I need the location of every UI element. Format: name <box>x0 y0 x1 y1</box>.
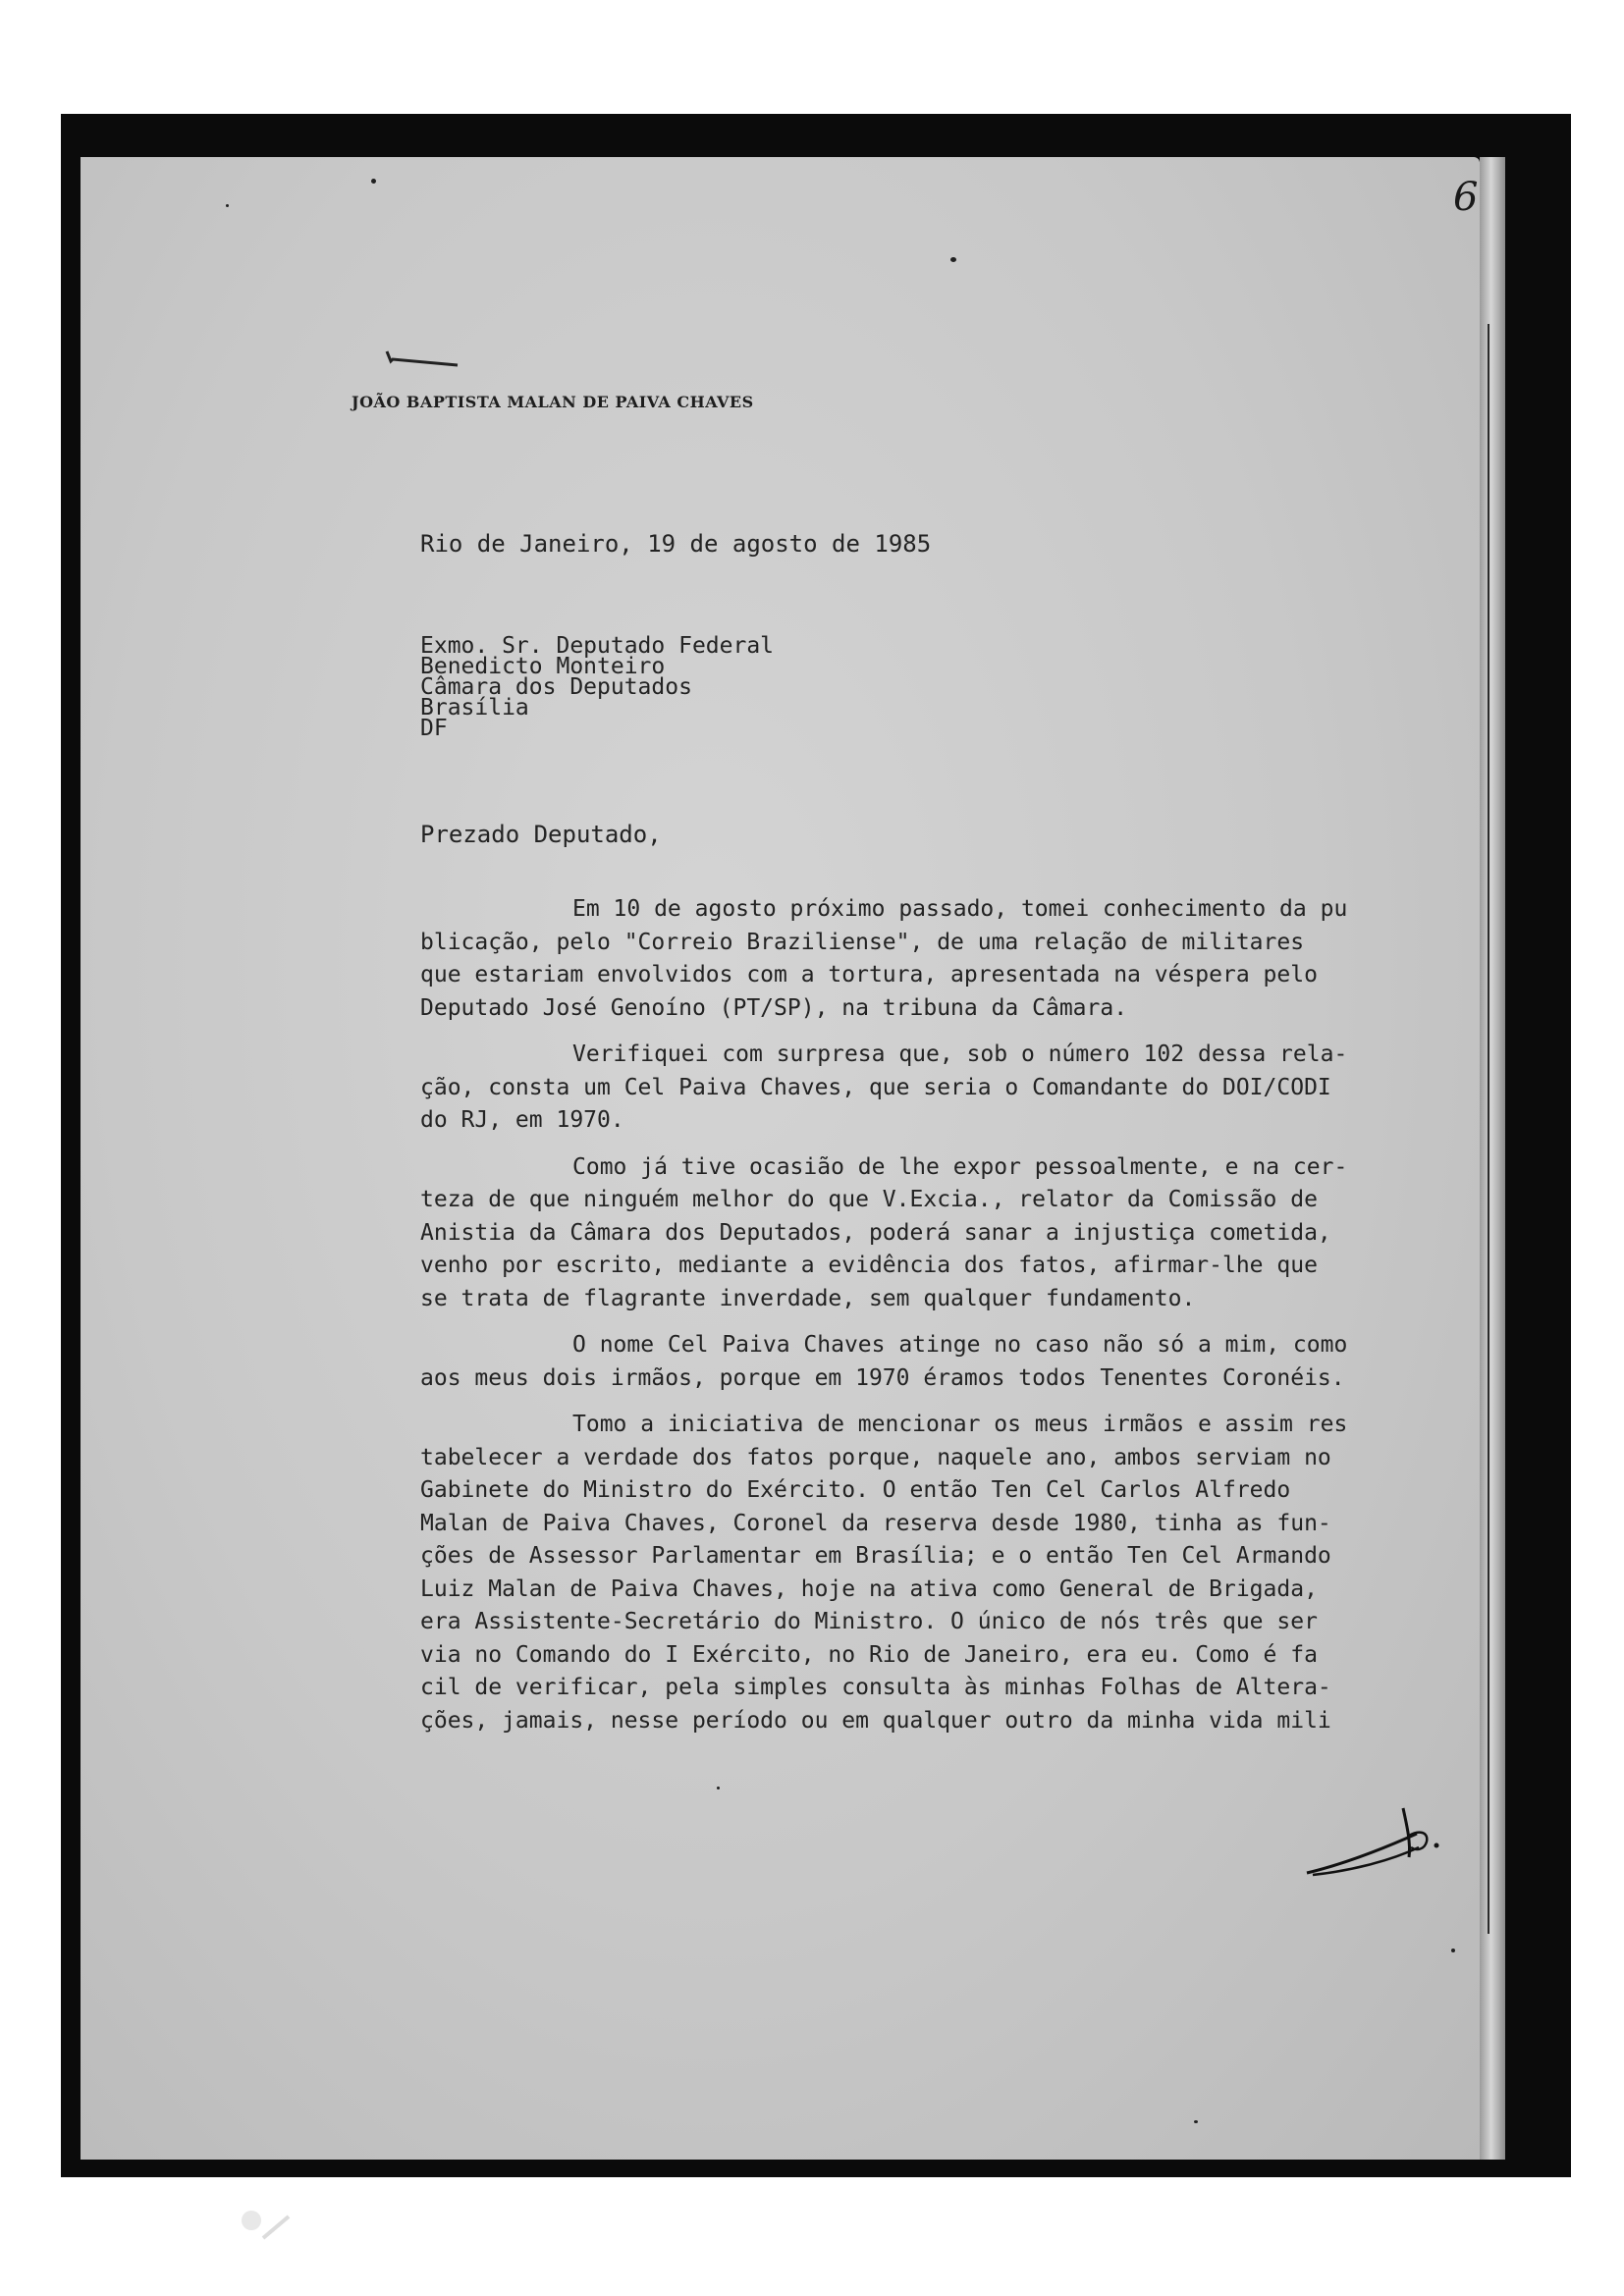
body-line: era Assistente-Secretário do Ministro. O único de nós três que ser <box>420 1609 1318 1634</box>
body-line: venho por escrito, mediante a evidência dos fatos, afirmar-lhe que <box>420 1253 1318 1278</box>
initials-signature <box>1301 1796 1448 1885</box>
body-line: do RJ, em 1970. <box>420 1107 624 1133</box>
body-line: se trata de flagrante inverdade, sem qualquer fundamento. <box>420 1285 1196 1311</box>
body-line: Verifiquei com surpresa que, sob o número 102 dessa rela- <box>572 1041 1348 1067</box>
body-line: via no Comando do I Exército, no Rio de Janeiro, era eu. Como é fa <box>420 1641 1318 1668</box>
scan-speck <box>226 204 229 207</box>
body-line: O nome Cel Paiva Chaves atinge no caso não só a mim, como <box>572 1332 1348 1358</box>
address-line: DF <box>420 716 448 741</box>
letter-body <box>420 893 1430 1737</box>
scan-speck <box>717 1787 720 1789</box>
scan-speck <box>371 179 376 184</box>
body-line: Em 10 de agosto próximo passado, tomei conhecimento da pu <box>572 896 1348 922</box>
scan-speck <box>1451 1949 1455 1952</box>
address-line: Câmara dos Deputados <box>420 674 692 700</box>
recipient-address <box>420 633 775 741</box>
body-line: Tomo a iniciativa de mencionar os meus irmãos e assim res <box>572 1412 1348 1437</box>
body-line: blicação, pelo "Correio Braziliense", de uma relação de militares <box>420 929 1305 955</box>
body-line: teza de que ninguém melhor do que V.Excia., relator da Comissão de <box>420 1187 1318 1212</box>
body-line: ção, consta um Cel Paiva Chaves, que seria o Comandante do DOI/CODI <box>420 1074 1331 1100</box>
body-line: aos meus dois irmãos, porque em 1970 éramos todos Tenentes Coronéis. <box>420 1364 1345 1391</box>
body-line: que estariam envolvidos com a tortura, apresentada na véspera pelo <box>420 962 1318 988</box>
scan-speck <box>1194 2120 1198 2123</box>
page-edge-line <box>1488 324 1489 1934</box>
body-line: Gabinete do Ministro do Exército. O então Ten Cel Carlos Alfredo <box>420 1477 1291 1503</box>
address-line: Exmo. Sr. Deputado Federal <box>420 633 775 659</box>
page-number: 6 <box>1453 175 1479 220</box>
body-line: Malan de Paiva Chaves, Coronel da reserva desde 1980, tinha as fun- <box>420 1510 1331 1536</box>
body-line: Deputado José Genoíno (PT/SP), na tribuna da Câmara. <box>420 994 1128 1021</box>
body-line: tabelecer a verdade dos fatos porque, naquele ano, ambos serviam no <box>420 1444 1331 1470</box>
film-smudge <box>234 2199 302 2253</box>
scan-speck <box>950 257 956 262</box>
body-line: Como já tive ocasião de lhe expor pessoalmente, e na cer- <box>572 1153 1348 1180</box>
body-line: cil de verificar, pela simples consulta às minhas Folhas de Altera- <box>420 1675 1331 1700</box>
letterhead: JOÃO BAPTISTA MALAN DE PAIVA CHAVES <box>352 393 754 411</box>
body-line: ções de Assessor Parlamentar em Brasília; e o então Ten Cel Armando <box>420 1543 1331 1569</box>
body-line: Anistia da Câmara dos Deputados, poderá sanar a injustiça cometida, <box>420 1219 1331 1246</box>
address-line: Brasília <box>420 695 529 721</box>
body-line: Luiz Malan de Paiva Chaves, hoje na ativa como General de Brigada, <box>420 1575 1318 1602</box>
body-line: ções, jamais, nesse período ou em qualquer outro da minha vida mili <box>420 1707 1331 1734</box>
address-line: Benedicto Monteiro <box>420 654 666 679</box>
date-line: Rio de Janeiro, 19 de agosto de 1985 <box>420 530 932 558</box>
page-edge-strip <box>1480 157 1505 2160</box>
letterhead-mark-icon <box>383 347 461 373</box>
salutation: Prezado Deputado, <box>420 821 662 848</box>
